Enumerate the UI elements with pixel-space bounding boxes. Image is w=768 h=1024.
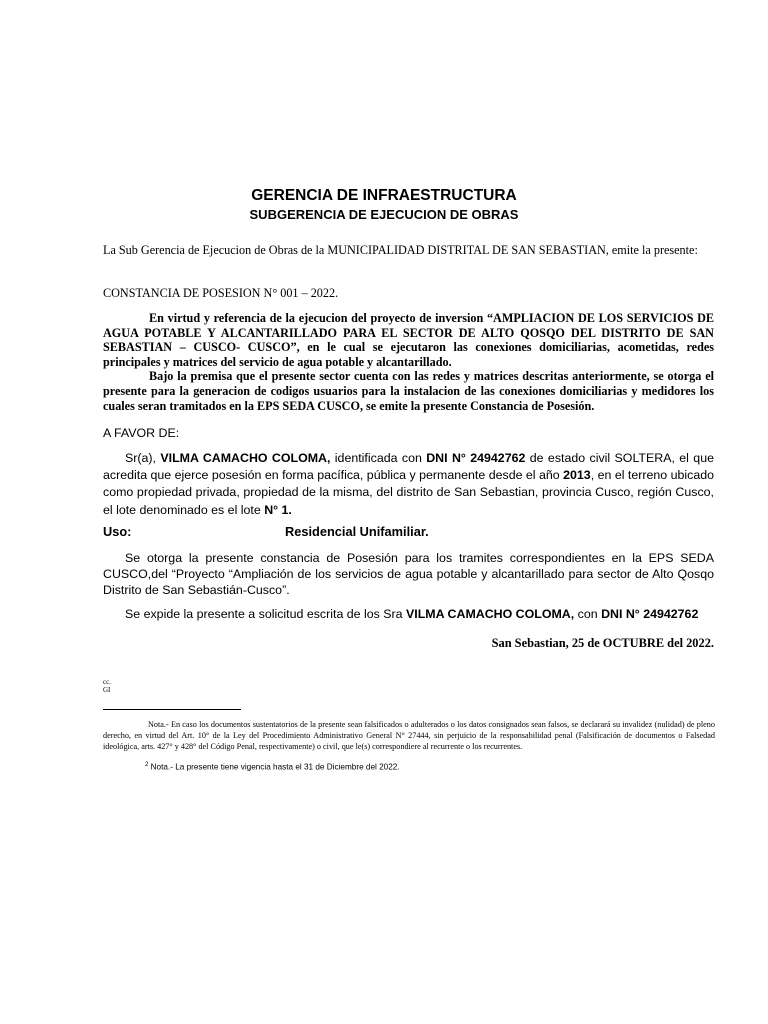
- footnote-2: [145, 762, 400, 772]
- issuance-text-2: con: [574, 607, 602, 621]
- issuance-name: VILMA CAMACHO COLOMA,: [406, 607, 575, 621]
- constancia-number: CONSTANCIA DE POSESION N° 001 – 2022.: [103, 286, 339, 300]
- cc-block: [103, 678, 111, 694]
- beneficiary-name: VILMA CAMACHO COLOMA,: [160, 451, 331, 465]
- cc-line-1: cc.: [103, 678, 111, 686]
- issuance-dni: DNI N° 24942762: [601, 607, 699, 621]
- document-subtitle: SUBGERENCIA DE EJECUCION DE OBRAS: [249, 207, 519, 222]
- paragraph-beneficiary: [103, 450, 714, 519]
- document-title: GERENCIA DE INFRAESTRUCTURA: [251, 187, 517, 204]
- paragraph-premise: Bajo la premisa que el presente sector cuenta con las redes y matrices descritas anteriormente, se otorga el presente para la generacion de codigos usuarios para la instalacion de las conexiones domiciliarias y medidores los cuales seran tramitados en la EPS SEDA CUSCO, se emite la presente Constancia de Posesión.: [103, 369, 714, 413]
- use-value: Residencial Unifamiliar.: [285, 524, 429, 539]
- beneficiary-text-2: de estado civil SOLTERA, el que acredita que ejerce posesión en forma pacífica, pública y permanente desde el año: [103, 451, 714, 483]
- footnote-separator: [103, 709, 241, 710]
- beneficiary-dni: DNI N° 24942762: [426, 451, 526, 465]
- footnote-1: Nota.- En caso los documentos sustentatorios de la presente sean falsificados o adulterados o los datos consignados sean falsos, se declarará su invalidez (nulidad) de pleno derecho, en virtud del Art. 10° de la Ley del Procedimiento Administrativo General N° 27444, sin perjuicio de la responsabilidad penal (Falsificación de documentos o Falsedad ideológica, arts. 427° y 428° del Código Penal, respectivamente) o civil, que le(s) correspondiere al recurrente o los recurrentes.: [103, 720, 715, 751]
- paragraph-purpose: Se otorga la presente constancia de Posesión para los tramites correspondientes en la EPS SEDA CUSCO,del “Proyecto “Ampliación de los servicios de agua potable y alcantarillado para sector de Alto Qosqo Distrito de San Sebastián-Cusco”.: [103, 551, 714, 598]
- paragraph-issuance: [103, 606, 714, 622]
- footnote-2-mark: 2: [145, 762, 149, 768]
- in-favor-of-label: A FAVOR DE:: [103, 426, 180, 440]
- issue-date: San Sebastian, 25 de OCTUBRE del 2022.: [491, 636, 714, 650]
- intro-paragraph: La Sub Gerencia de Ejecucion de Obras de la MUNICIPALIDAD DISTRITAL DE SAN SEBASTIAN, emite la presente:: [103, 243, 698, 257]
- issuance-text-1: Se expide la presente a solicitud escrita de los Sra: [125, 607, 407, 621]
- cc-line-2: GI: [103, 686, 111, 694]
- footnote-2-text: Nota.- La presente tiene vigencia hasta el 31 de Diciembre del 2022.: [148, 762, 400, 772]
- possession-year: 2013: [563, 468, 591, 483]
- use-label: Uso:: [103, 524, 132, 539]
- beneficiary-text-3: , en el terreno ubicado como propiedad privada, propiedad de la misma, del distrito de San Sebastian, provincia Cusco, región Cusco, el lote denominado es el lote: [103, 468, 715, 517]
- paragraph-project-reference: En virtud y referencia de la ejecucion del proyecto de inversion “AMPLIACION DE LOS SERVICIOS DE AGUA POTABLE Y ALCANTARILLADO PARA EL SECTOR DE ALTO QOSQO DEL DISTRITO DE SAN SEBASTIAN – CUSCO- CUSCO”, en le cual se ejecutaron las conexiones domiciliarias, acometidas, redes principales y matrices del servicio de agua potable y alcantarillado.: [103, 311, 714, 369]
- beneficiary-text-1: identificada con: [330, 451, 427, 465]
- beneficiary-prefix: Sr(a),: [125, 451, 161, 465]
- lot-number: N° 1.: [264, 502, 292, 517]
